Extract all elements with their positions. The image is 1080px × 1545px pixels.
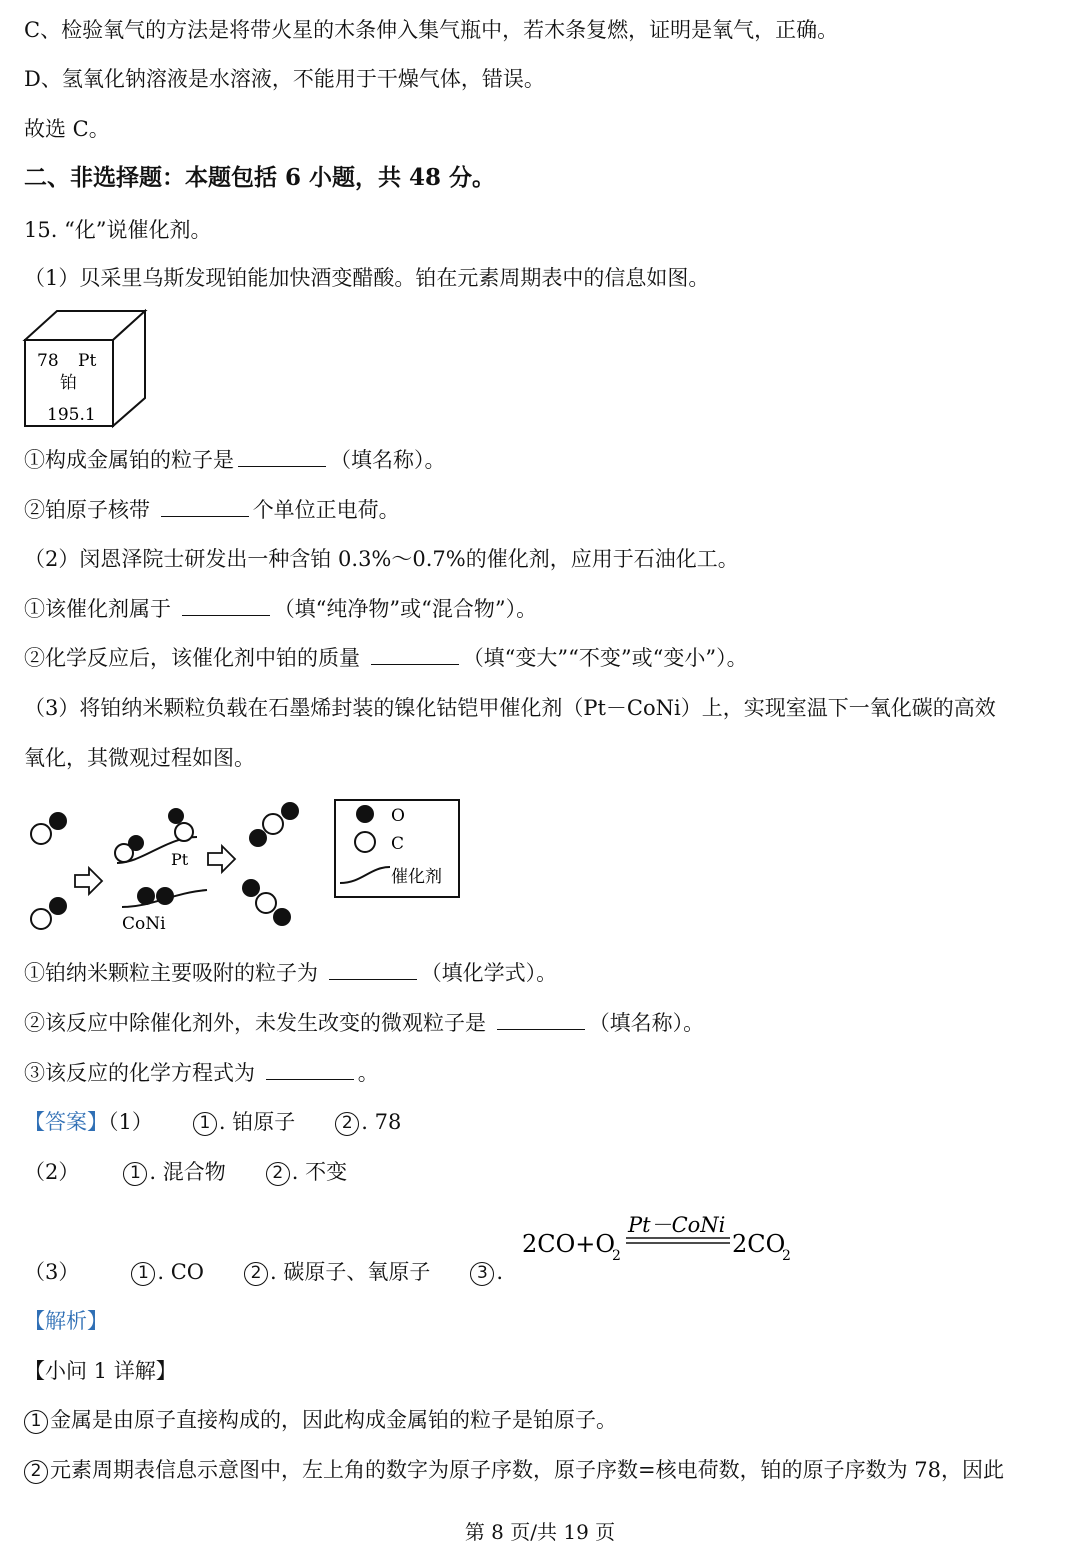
sub-question-heading: 【小问 1 详解】 xyxy=(24,1359,177,1383)
answer-blank[interactable] xyxy=(329,961,417,980)
equation-sub2: 2 xyxy=(782,1248,791,1264)
section-heading: 二、非选择题：本题包括 6 小题，共 48 分。 xyxy=(24,164,496,191)
legend-box xyxy=(335,800,459,897)
atomic-mass: 195.1 xyxy=(47,405,96,425)
circled-number: 2 xyxy=(335,1112,359,1136)
equation-condition: Pt－CoNi xyxy=(628,1213,726,1237)
question-2-1: ①该催化剂属于 （填“纯净物”或“混合物”）。 xyxy=(24,597,538,621)
part-3-text-cont: 氧化，其微观过程如图。 xyxy=(24,746,255,770)
chemical-equation xyxy=(520,1210,800,1280)
option-c-line: C、检验氧气的方法是将带火星的木条伸入集气瓶中，若木条复燃，证明是氧气，正确。 xyxy=(24,18,839,42)
part-2-text: （2）闵恩泽院士研发出一种含铂 0.3%～0.7%的催化剂，应用于石油化工。 xyxy=(24,547,739,571)
legend-c-label: C xyxy=(391,834,405,854)
micro-process-diagram xyxy=(22,795,472,945)
answer-blank[interactable] xyxy=(371,646,459,665)
answer-blank[interactable] xyxy=(266,1061,354,1080)
co-molecule-top-left xyxy=(31,812,67,844)
co2-molecule-bottom xyxy=(242,879,291,926)
arrow-right-icon xyxy=(208,846,235,872)
coni-label: CoNi xyxy=(122,914,166,934)
part-1-text: （1）贝采里乌斯发现铂能加快酒变醋酸。铂在元素周期表中的信息如图。 xyxy=(24,266,710,290)
atomic-number: 78 xyxy=(37,351,59,371)
question-2-2: ②化学反应后，该催化剂中铂的质量 （填“变大”“不变”或“变小”）。 xyxy=(24,646,748,670)
analysis-line-1: 1 金属是由原子直接构成的，因此构成金属铂的粒子是铂原子。 xyxy=(24,1405,617,1435)
answer-tag: 【答案】 xyxy=(24,1110,108,1134)
element-name: 铂 xyxy=(60,373,77,393)
question-15-title: 15. “化”说催化剂。 xyxy=(24,218,212,242)
arrow-right-icon xyxy=(75,868,102,894)
pt-label: Pt xyxy=(171,850,189,869)
question-3-3: ③该反应的化学方程式为 。 xyxy=(24,1061,379,1085)
answer-blank[interactable] xyxy=(238,448,326,467)
question-3-1: ①铂纳米颗粒主要吸附的粒子为 （填化学式）。 xyxy=(24,961,558,985)
answer-row-3: （3） 1 . CO 2 . 碳原子、氧原子 3 . xyxy=(24,1260,504,1284)
part-3-text: （3）将铂纳米颗粒负载在石墨烯封装的镍化钴铠甲催化剂（Pt－CoNi）上，实现室温下一氧化碳的高效 xyxy=(24,696,996,720)
analysis-line-2: 2 元素周期表信息示意图中，左上角的数字为原子序数，原子序数=核电荷数，铂的原子序数为 78，因此 xyxy=(24,1455,1004,1485)
legend-catalyst-label: 催化剂 xyxy=(391,867,442,887)
equation-left: 2CO+O xyxy=(522,1230,616,1258)
element-cell-figure xyxy=(22,308,152,430)
page-footer: 第 8 页/共 19 页 xyxy=(464,1520,616,1544)
co2-molecule-top xyxy=(249,802,299,847)
circled-number: 3 xyxy=(470,1262,494,1286)
question-1-2: ②铂原子核带 个单位正电荷。 xyxy=(24,498,400,522)
co-molecule-bottom-left xyxy=(31,897,67,929)
question-3-2: ②该反应中除催化剂外，未发生改变的微观粒子是 （填名称）。 xyxy=(24,1011,705,1035)
answer-blank[interactable] xyxy=(497,1011,585,1030)
circled-number: 2 xyxy=(24,1460,48,1484)
answer-row-2: （2） 1 . 混合物 2 . 不变 xyxy=(24,1160,348,1184)
question-1-1: ①构成金属铂的粒子是 （填名称）。 xyxy=(24,448,446,472)
option-d-line: D、氢氧化钠溶液是水溶液，不能用于干燥气体，错误。 xyxy=(24,67,545,91)
equation-right: 2CO xyxy=(732,1230,786,1258)
analysis-tag: 【解析】 xyxy=(24,1309,108,1333)
circled-number: 1 xyxy=(193,1112,217,1136)
circled-number: 2 xyxy=(266,1162,290,1186)
answer-row-1: 【答案】（1） 1 . 铂原子 2 . 78 xyxy=(24,1110,402,1134)
circled-number: 2 xyxy=(244,1262,268,1286)
circled-number: 1 xyxy=(24,1410,48,1434)
answer-blank[interactable] xyxy=(182,597,270,616)
equation-sub: 2 xyxy=(612,1248,621,1264)
element-symbol: Pt xyxy=(78,351,97,371)
legend-o-label: O xyxy=(391,806,405,826)
choice-line: 故选 C。 xyxy=(24,117,110,141)
answer-blank[interactable] xyxy=(161,498,249,517)
circled-number: 1 xyxy=(123,1162,147,1186)
circled-number: 1 xyxy=(131,1262,155,1286)
